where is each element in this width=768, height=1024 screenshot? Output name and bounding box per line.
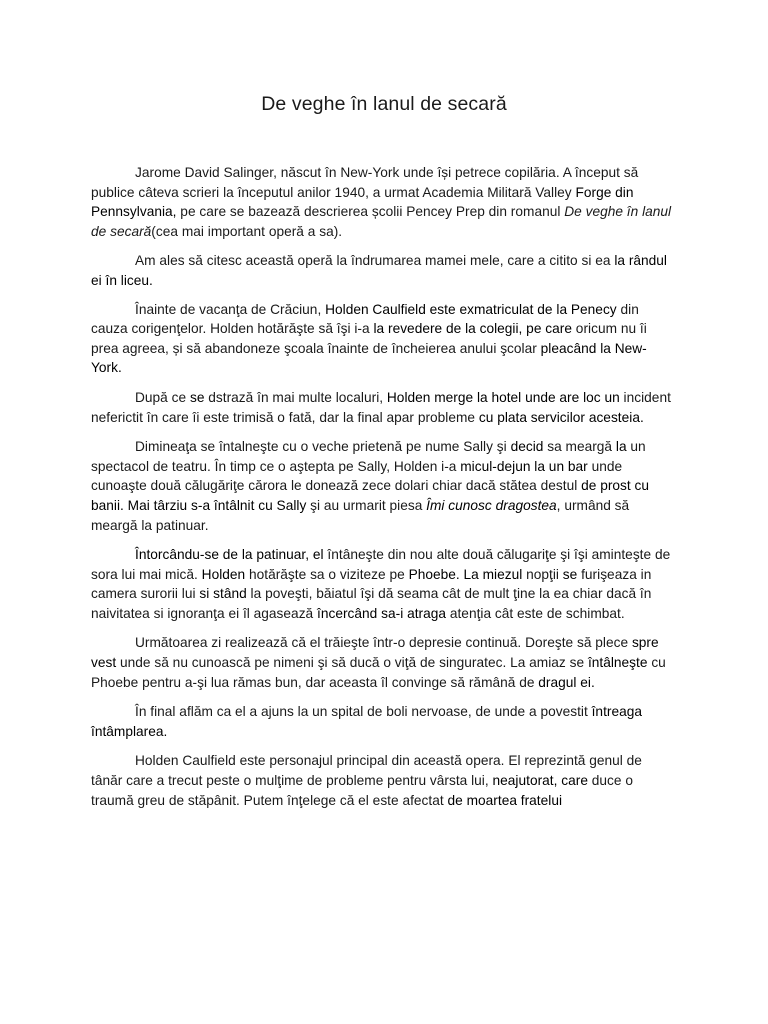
paragraph-text: hotărăşte sa o viziteze pe <box>245 566 409 582</box>
emphasis-text: Holden merge la hotel unde are loc un <box>386 389 620 405</box>
paragraph-6 <box>91 545 677 623</box>
book-title-italic: De veghe în lanul de secară <box>91 204 672 239</box>
document-body <box>91 163 677 810</box>
paragraph-5 <box>91 437 677 535</box>
paragraph-text: un spectacol de teatru. În timp ce o aştepta pe Sally, Holden i-a <box>91 439 646 474</box>
paragraph-text: Jarome David Salinger, născut în New-York unde își petrece copilăria. A început să publice câteva scrieri la începutul anilor 1940, a urmat Academia Militară Valley <box>91 165 639 200</box>
play-title-italic: Îmi cunosc dragostea <box>426 497 557 513</box>
emphasis-text: Forge din Pennsylvania, <box>91 184 634 220</box>
emphasis-text: Holden Caulfield este exmatriculat de la Penecy <box>325 301 617 317</box>
paragraph-text: (cea mai important operă a sa). <box>151 223 343 239</box>
paragraph-9 <box>91 751 677 810</box>
paragraph-7 <box>91 633 677 692</box>
paragraph-text: Holden Caulfield este personajul principal din această opera. El reprezintă genul de tânăr care a trecut peste o mulţime de probleme pentru vârsta lui, <box>91 753 642 789</box>
emphasis-text: întreaga întâmplarea. <box>91 704 642 739</box>
paragraph-text: unde cunoaşte două călugăriţe cărora le donează zece dolari chiar dacă stătea destul <box>91 458 623 494</box>
paragraph-text: din cauza corigenţelor. Holden hotărăşte să îşi i-a <box>91 301 639 337</box>
paragraph-text: sa meargă <box>543 439 616 455</box>
emphasis-text: la revedere de la colegii, pe care <box>373 321 572 337</box>
emphasis-text: la <box>615 439 627 455</box>
document-title: De veghe în lanul de secară <box>261 93 507 115</box>
emphasis-text: spre vest <box>91 635 659 671</box>
paragraph-text: furişeaza in camera surorii lui <box>91 566 652 602</box>
paragraph-text: În final aflăm ca el a ajuns la un spital de boli nervoase, de unde a povestit <box>135 704 592 720</box>
emphasis-text: micul-dejun la un bar <box>460 458 588 474</box>
emphasis-text: de prost cu banii. Mai târziu s-a întâlnit cu Sally <box>91 478 650 513</box>
paragraph-text: incident neferictit în care îi este trimisă o fată, dar la final apar probleme <box>91 389 671 425</box>
emphasis-text: întâlneşte <box>587 655 648 671</box>
paragraph-text: nopţii <box>522 566 563 582</box>
paragraph-4 <box>91 388 677 427</box>
paragraph-text: Am ales să citesc această operă la îndrumarea mamei mele, care a citito si ea <box>135 253 615 269</box>
emphasis-text: Phoebe. La miezul <box>408 566 523 582</box>
emphasis-text: încercând sa-i atraga <box>317 605 447 621</box>
paragraph-text: pe care se bazează descrierea școlii Pencey Prep din romanul <box>176 204 565 220</box>
paragraph-text: duce o traumă greu de stăpânit. Putem înţelege că el este afectat <box>91 773 634 808</box>
paragraph-text: După ce <box>135 389 190 405</box>
emphasis-text: Holden <box>201 566 246 582</box>
emphasis-text: la rândul ei în liceu. <box>91 253 667 288</box>
paragraph-text: unde să nu cunoască pe nimeni şi să ducă o viţă de singuratec. La amiaz se <box>116 655 588 671</box>
emphasis-text: neajutorat, care <box>492 773 588 789</box>
paragraph-text: dstrază în mai multe localuri, <box>204 389 387 405</box>
paragraph-text: Înainte de vacanţa de Crăciun, <box>135 301 326 317</box>
paragraph-text: Următoarea zi realizează că el trăieşte într-o depresie continuă. Doreşte să plece <box>135 635 632 651</box>
emphasis-text: Întorcându-se de la patinuar, el <box>135 547 324 563</box>
paragraph-text: Dimineaţa se întalneşte cu o veche prietenă pe nume Sally şi <box>135 439 511 455</box>
emphasis-text: cu plata servicilor acesteia. <box>478 409 644 425</box>
emphasis-text: de moartea fratelui <box>447 792 563 808</box>
paragraph-text: , urmând să meargă la patinuar. <box>91 497 630 533</box>
paragraph-text: întâneşte din nou alte două călugariţe şi îşi aminteşte de sora lui mai mică. <box>91 547 671 582</box>
emphasis-text: se <box>189 389 205 405</box>
paragraph-text: cu Phoebe pentru a-şi lua rămas bun, dar aceasta îl convinge să rămână de <box>91 655 666 690</box>
emphasis-text: dragul ei. <box>538 674 595 690</box>
paragraph-3 <box>91 300 677 378</box>
emphasis-text: pleacând la New-York. <box>91 340 647 376</box>
emphasis-text: se <box>562 566 578 582</box>
paragraph-1 <box>91 163 677 241</box>
emphasis-text: si stând <box>199 586 247 602</box>
paragraph-2 <box>91 251 677 290</box>
paragraph-text: şi au urmarit piesa <box>306 497 427 513</box>
paragraph-text: oricum nu îi prea agreea, și să abandoneze şcoala înainte de încheierea anului şcolar <box>91 321 647 356</box>
paragraph-text: atenţia cât este de schimbat. <box>446 605 625 621</box>
emphasis-text: decid <box>510 439 544 455</box>
paragraph-8 <box>91 702 677 741</box>
paragraph-text: la poveşti, băiatul îşi dă seama cât de mult ţine la ea chiar dacă în naivitatea si ignoranţa ei îl agasează <box>91 586 652 621</box>
